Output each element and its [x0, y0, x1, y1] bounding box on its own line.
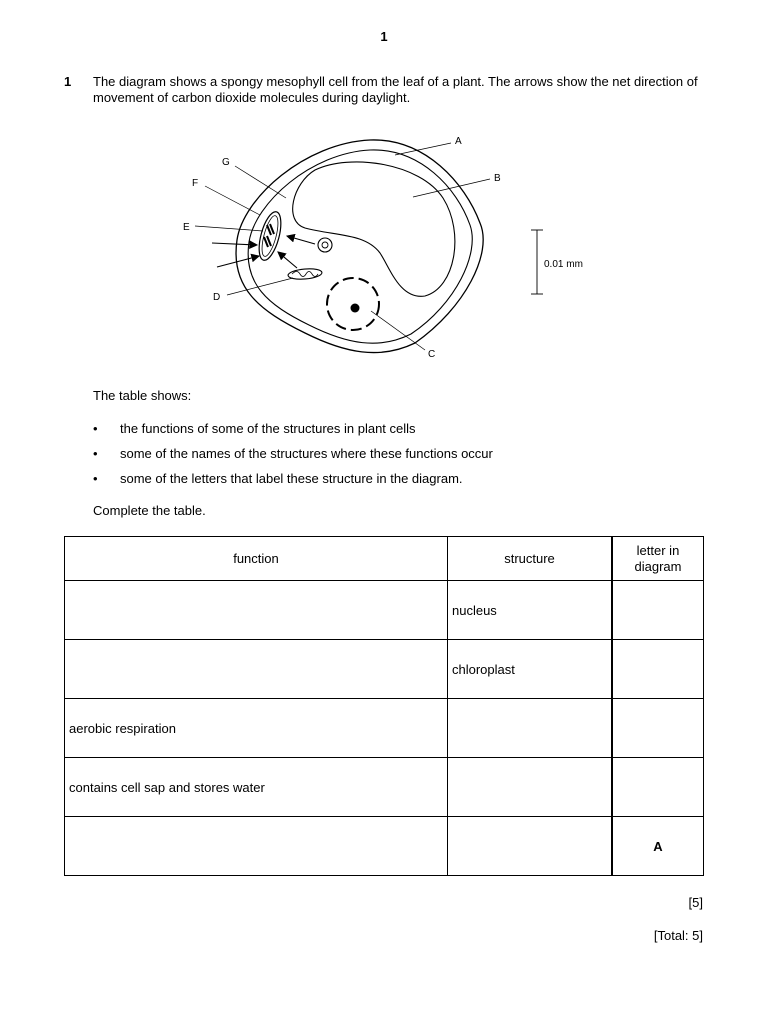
table-row: [65, 758, 704, 817]
leader-lines: [195, 143, 490, 350]
structure-cell[interactable]: [448, 699, 613, 758]
label-b: B: [494, 173, 501, 184]
letter-cell[interactable]: [612, 640, 704, 699]
cell-membrane: [248, 150, 472, 343]
scale-label: 0.01 mm: [544, 259, 583, 270]
answer-table: [64, 536, 704, 876]
total-marks: [Total: 5]: [653, 928, 703, 943]
table-row: [65, 817, 704, 876]
function-cell[interactable]: [65, 817, 448, 876]
structure-cell[interactable]: [448, 817, 613, 876]
structure-cell[interactable]: [448, 758, 613, 817]
letter-cell[interactable]: [612, 699, 704, 758]
letter-cell[interactable]: [612, 758, 704, 817]
label-d: D: [213, 292, 221, 303]
small-organelle: [318, 238, 332, 252]
header-letter: letter in diagram: [612, 537, 704, 581]
structure-cell: nucleus: [448, 581, 613, 640]
table-row: [65, 640, 704, 699]
cell-diagram: [175, 128, 605, 368]
instruction: Complete the table.: [93, 503, 206, 518]
label-c: C: [428, 349, 436, 360]
co2-arrows: [212, 236, 315, 268]
grana: [264, 224, 274, 247]
question-number: 1: [64, 74, 72, 89]
bullet-icon: •: [93, 471, 98, 486]
bullet-list: [93, 421, 493, 496]
structure-cell: chloroplast: [448, 640, 613, 699]
header-structure: structure: [448, 537, 613, 581]
table-intro: The table shows:: [93, 388, 192, 403]
label-a: A: [455, 136, 462, 147]
list-item: • the functions of some of the structures in plant cells: [93, 421, 416, 436]
function-cell[interactable]: [65, 640, 448, 699]
nucleolus: [351, 304, 360, 313]
question-text: The diagram shows a spongy mesophyll cell from the leaf of a plant. The arrows show the net direction of movement of carbon dioxide molecules during daylight.: [93, 74, 698, 105]
marks: [5]: [688, 895, 703, 910]
bullet-icon: •: [93, 421, 98, 436]
table-row: [65, 699, 704, 758]
function-cell: contains cell sap and stores water: [65, 758, 448, 817]
label-g: G: [222, 157, 230, 168]
list-item: • some of the names of the structures where these functions occur: [93, 446, 493, 461]
label-e: E: [183, 222, 190, 233]
function-cell[interactable]: [65, 581, 448, 640]
mitochondrion: [288, 268, 323, 281]
function-cell: aerobic respiration: [65, 699, 448, 758]
table-header-row: [65, 537, 704, 581]
bullet-icon: •: [93, 446, 98, 461]
scale-bar: [531, 230, 543, 294]
label-f: F: [192, 178, 199, 189]
letter-cell: A: [612, 817, 704, 876]
table-row: [65, 581, 704, 640]
letter-cell[interactable]: [612, 581, 704, 640]
list-item: • some of the letters that label these structure in the diagram.: [93, 471, 463, 486]
header-function: function: [65, 537, 448, 581]
page-number: 1: [380, 29, 388, 44]
